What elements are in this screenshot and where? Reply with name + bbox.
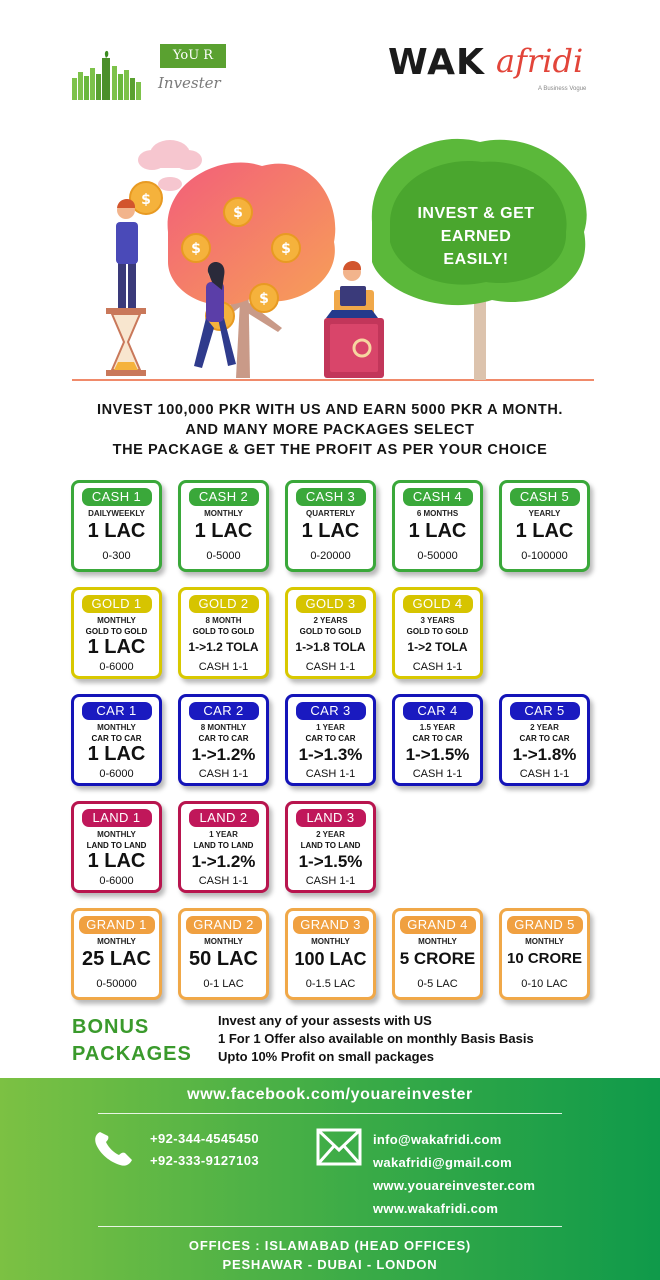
package-name: GRAND 5 <box>507 916 583 934</box>
package-type: CAR TO CAR <box>412 734 463 743</box>
package-range: 0-50000 <box>96 978 137 990</box>
package-amount: 1->1.5% <box>405 745 470 764</box>
package-range: CASH 1-1 <box>412 661 463 673</box>
svg-text:$: $ <box>191 241 201 257</box>
package-card-land-2[interactable] <box>178 801 269 893</box>
phone-numbers <box>150 1128 259 1172</box>
package-range: CASH 1-1 <box>305 661 356 673</box>
package-amount: 1->2 TOLA <box>407 640 468 654</box>
contact-footer <box>0 1078 660 1280</box>
package-name: GOLD 1 <box>82 595 152 613</box>
package-card-grand-1[interactable] <box>71 908 162 1000</box>
bonus-line: Upto 10% Profit on small packages <box>218 1049 435 1064</box>
package-term: MONTHLY <box>204 937 243 946</box>
bonus-packages-title <box>72 1014 192 1068</box>
package-term: 1.5 YEAR <box>419 723 456 732</box>
package-type: GOLD TO GOLD <box>85 627 148 636</box>
package-card-car-5[interactable] <box>499 694 590 786</box>
package-amount: 1 LAC <box>194 520 253 542</box>
package-amount: 50 LAC <box>189 948 258 970</box>
your-invester-logo <box>72 40 242 102</box>
logo-wak: WAK <box>388 42 485 83</box>
offices-line: OFFICES : ISLAMABAD (HEAD OFFICES) <box>188 1238 472 1253</box>
package-range: 0-300 <box>102 550 131 562</box>
email-link[interactable]: info@wakafridi.com <box>373 1132 502 1147</box>
package-term: MONTHLY <box>97 723 136 732</box>
package-name: CASH 4 <box>403 488 473 506</box>
package-name: GOLD 3 <box>296 595 366 613</box>
land-packages-row <box>71 801 591 893</box>
svg-text:$: $ <box>141 192 151 208</box>
package-type: GOLD TO GOLD <box>299 627 362 636</box>
package-name: CASH 1 <box>82 488 152 506</box>
package-term: 6 MONTHS <box>416 509 459 518</box>
package-card-land-3[interactable] <box>285 801 376 893</box>
package-amount: 1->1.8% <box>512 745 577 764</box>
package-amount: 1->1.2 TOLA <box>188 640 259 654</box>
package-term: MONTHLY <box>97 616 136 625</box>
phone-number[interactable]: +92-333-9127103 <box>150 1153 260 1168</box>
package-name: LAND 3 <box>296 809 366 827</box>
package-range: CASH 1-1 <box>305 875 356 887</box>
package-term: 8 MONTH <box>205 616 242 625</box>
package-name: CASH 3 <box>296 488 366 506</box>
package-name: CAR 3 <box>296 702 366 720</box>
invest-bubble-text <box>412 202 540 271</box>
package-range: 0-6000 <box>99 768 134 780</box>
package-card-car-4[interactable] <box>392 694 483 786</box>
package-type: CAR TO CAR <box>198 734 249 743</box>
package-range: CASH 1-1 <box>198 661 249 673</box>
package-card-car-2[interactable] <box>178 694 269 786</box>
bubble-line: EASILY! <box>443 251 509 268</box>
package-range: CASH 1-1 <box>198 875 249 887</box>
logo-afridi: afridi <box>496 42 584 80</box>
package-type: LAND TO LAND <box>300 841 361 850</box>
package-name: LAND 1 <box>82 809 152 827</box>
website-link[interactable]: www.wakafridi.com <box>373 1201 499 1216</box>
package-amount: 1->1.2% <box>191 745 256 764</box>
phone-icon <box>92 1128 136 1168</box>
package-term: 1 YEAR <box>316 723 345 732</box>
package-amount: 1 LAC <box>87 850 146 872</box>
package-card-cash-3[interactable] <box>285 480 376 572</box>
package-amount: 1 LAC <box>408 520 467 542</box>
package-type: GOLD TO GOLD <box>192 627 255 636</box>
package-amount: 100 LAC <box>294 949 367 969</box>
package-amount: 1 LAC <box>301 520 360 542</box>
headline-line: INVEST 100,000 PKR WITH US AND EARN 5000 PKR A MONTH. <box>96 402 564 418</box>
package-card-cash-5[interactable] <box>499 480 590 572</box>
offices-line: PESHAWAR - DUBAI - LONDON <box>222 1257 438 1272</box>
package-range: CASH 1-1 <box>198 768 249 780</box>
envelope-icon <box>316 1128 362 1166</box>
package-amount: 1->1.3% <box>298 745 363 764</box>
package-range: CASH 1-1 <box>412 768 463 780</box>
package-name: GOLD 4 <box>403 595 473 613</box>
package-card-land-1[interactable] <box>71 801 162 893</box>
package-range: 0-5 LAC <box>417 978 458 990</box>
offices <box>0 1236 660 1274</box>
bonus-details <box>218 1012 534 1066</box>
package-amount: 5 CRORE <box>399 949 476 968</box>
bonus-line: 1 For 1 Offer also available on monthly Basis Basis <box>218 1031 534 1046</box>
package-name: LAND 2 <box>189 809 259 827</box>
contact-links <box>373 1128 535 1220</box>
logo-brand-box: YoU R <box>160 44 226 68</box>
package-range: 0-50000 <box>417 550 458 562</box>
package-card-gold-4[interactable] <box>392 587 483 679</box>
gold-packages-row <box>71 587 591 679</box>
package-range: 0-6000 <box>99 875 134 887</box>
svg-text:$: $ <box>233 205 243 221</box>
headline-line: THE PACKAGE & GET THE PROFIT AS PER YOUR CHOICE <box>112 442 548 458</box>
package-term: DAILYWEEKLY <box>88 509 145 518</box>
bonus-title-line: BONUS <box>72 1016 150 1038</box>
package-type: CAR TO CAR <box>91 734 142 743</box>
package-amount: 1->1.2% <box>191 852 256 871</box>
package-amount: 1 LAC <box>515 520 574 542</box>
package-amount: 1 LAC <box>87 743 146 765</box>
package-card-cash-1[interactable] <box>71 480 162 572</box>
package-name: GRAND 4 <box>400 916 476 934</box>
package-type: CAR TO CAR <box>519 734 570 743</box>
package-amount: 10 CRORE <box>506 950 583 967</box>
package-card-car-1[interactable] <box>71 694 162 786</box>
package-name: CASH 2 <box>189 488 259 506</box>
package-term: 2 YEAR <box>530 723 559 732</box>
logo-tagline: A Business Vogue <box>538 86 587 92</box>
package-term: MONTHLY <box>311 937 350 946</box>
package-range: CASH 1-1 <box>305 768 356 780</box>
bonus-line: Invest any of your assests with US <box>218 1013 432 1028</box>
package-term: QUARTERLY <box>305 509 356 518</box>
divider <box>98 1113 562 1114</box>
cash-packages-row <box>71 480 591 572</box>
package-term: MONTHLY <box>97 830 136 839</box>
facebook-link[interactable]: www.facebook.com/youareinvester <box>187 1086 473 1103</box>
package-term: MONTHLY <box>418 937 457 946</box>
package-card-gold-1[interactable] <box>71 587 162 679</box>
package-card-gold-2[interactable] <box>178 587 269 679</box>
package-range: 0-1.5 LAC <box>305 978 356 990</box>
package-card-grand-3[interactable] <box>285 908 376 1000</box>
package-amount: 1 LAC <box>87 520 146 542</box>
package-card-grand-2[interactable] <box>178 908 269 1000</box>
package-range: 0-1 LAC <box>203 978 244 990</box>
package-amount: 1->1.5% <box>298 852 363 871</box>
package-range: 0-100000 <box>521 550 568 562</box>
grand-packages-row <box>71 908 591 1000</box>
package-card-grand-4[interactable] <box>392 908 483 1000</box>
car-packages-row <box>71 694 591 786</box>
package-range: 0-6000 <box>99 661 134 673</box>
package-name: CAR 5 <box>510 702 580 720</box>
package-term: YEARLY <box>528 509 561 518</box>
package-name: GRAND 1 <box>79 916 155 934</box>
wakafridi-logo <box>388 40 598 100</box>
package-card-gold-3[interactable] <box>285 587 376 679</box>
package-term: 1 YEAR <box>209 830 238 839</box>
package-card-grand-5[interactable] <box>499 908 590 1000</box>
website-link[interactable]: www.youareinvester.com <box>373 1178 536 1193</box>
package-name: CAR 1 <box>82 702 152 720</box>
bubble-line: EARNED <box>440 228 512 245</box>
package-term: 8 MONTHLY <box>200 723 247 732</box>
package-name: CAR 2 <box>189 702 259 720</box>
svg-text:$: $ <box>281 241 291 257</box>
growth-bars-icon <box>72 48 148 100</box>
divider <box>98 1226 562 1227</box>
package-range: CASH 1-1 <box>519 768 570 780</box>
package-name: GOLD 2 <box>189 595 259 613</box>
package-card-car-3[interactable] <box>285 694 376 786</box>
package-range: 0-5000 <box>206 550 241 562</box>
package-term: 2 YEARS <box>313 616 348 625</box>
package-name: CAR 4 <box>403 702 473 720</box>
email-link[interactable]: wakafridi@gmail.com <box>373 1155 513 1170</box>
package-card-cash-4[interactable] <box>392 480 483 572</box>
package-term: 3 YEARS <box>420 616 455 625</box>
phone-number[interactable]: +92-344-4545450 <box>150 1131 260 1146</box>
package-card-cash-2[interactable] <box>178 480 269 572</box>
package-term: MONTHLY <box>525 937 564 946</box>
package-range: 0-10 LAC <box>521 978 568 990</box>
package-term: MONTHLY <box>204 509 243 518</box>
headline-line: AND MANY MORE PACKAGES SELECT <box>185 422 475 438</box>
package-name: CASH 5 <box>510 488 580 506</box>
package-term: MONTHLY <box>97 937 136 946</box>
package-name: GRAND 3 <box>293 916 369 934</box>
package-type: GOLD TO GOLD <box>406 627 469 636</box>
logo-brand-sub: Invester <box>158 74 221 92</box>
package-amount: 25 LAC <box>82 948 151 970</box>
bonus-title-line: PACKAGES <box>72 1043 192 1065</box>
package-range: 0-20000 <box>310 550 351 562</box>
package-type: LAND TO LAND <box>86 841 147 850</box>
bubble-line: INVEST & GET <box>417 205 535 222</box>
svg-text:$: $ <box>259 291 269 307</box>
package-type: LAND TO LAND <box>193 841 254 850</box>
package-type: CAR TO CAR <box>305 734 356 743</box>
package-amount: 1 LAC <box>87 636 146 658</box>
package-name: GRAND 2 <box>186 916 262 934</box>
package-amount: 1->1.8 TOLA <box>295 640 366 654</box>
headline <box>40 400 620 460</box>
package-term: 2 YEAR <box>316 830 345 839</box>
